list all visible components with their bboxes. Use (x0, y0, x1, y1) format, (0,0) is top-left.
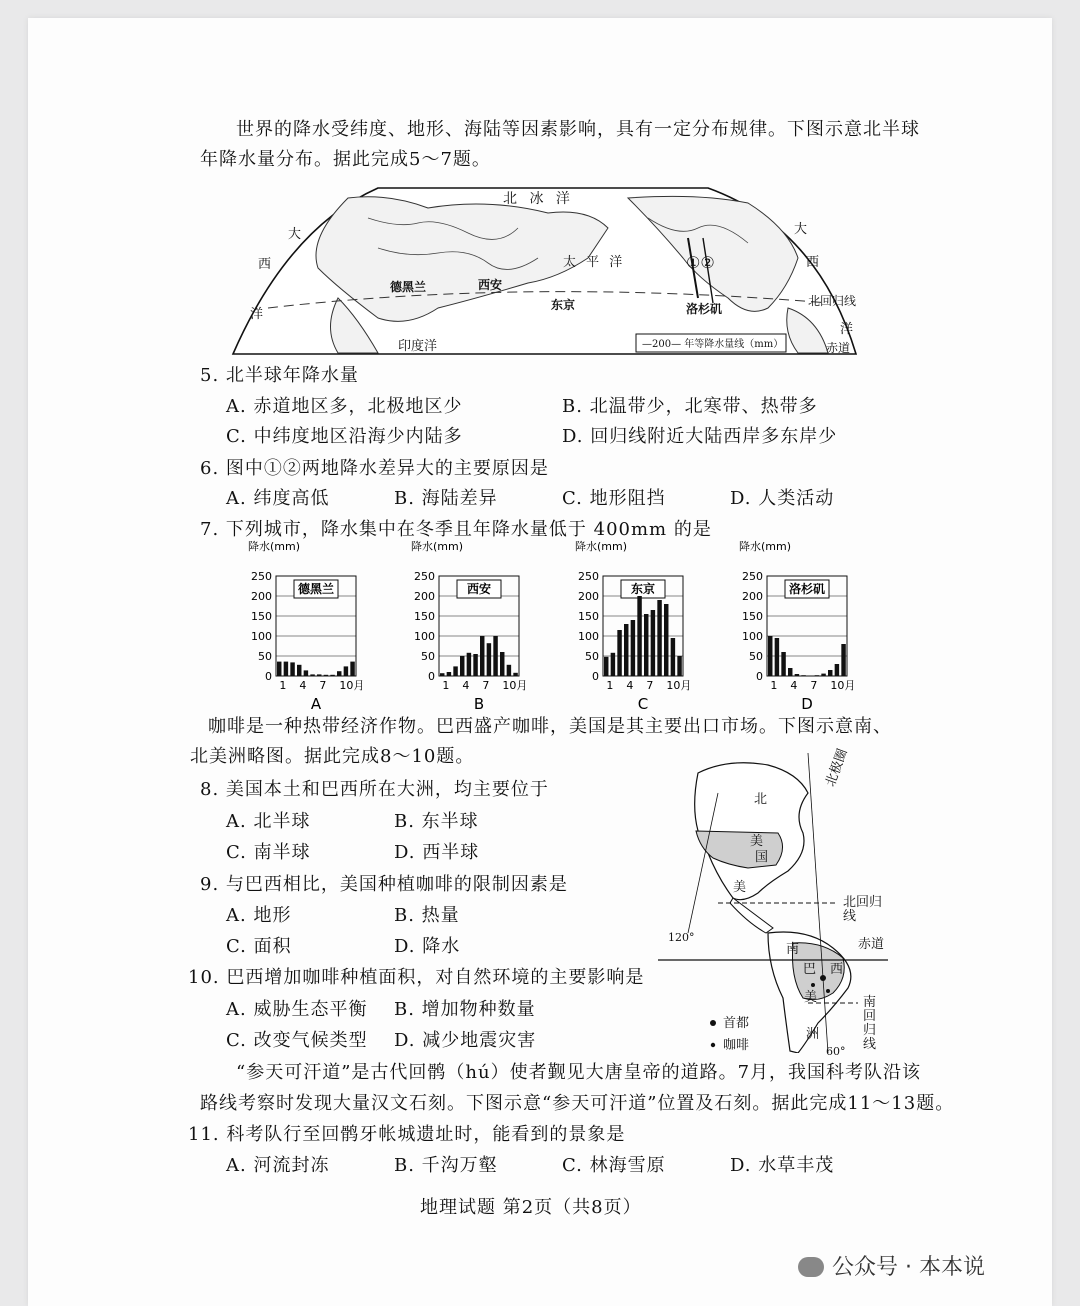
chart-0-ylabel: 降水(mm) (248, 540, 301, 553)
label-atlantic-west-2: 西 (258, 257, 272, 272)
chart-1-bar-7 (487, 643, 491, 676)
chart-3-ytick-0: 0 (756, 670, 763, 683)
chart-0-bar-8 (330, 675, 334, 676)
chart-1-bar-3 (460, 656, 464, 676)
chart-3-title: 洛杉矶 (788, 582, 826, 596)
chart-2-bar-7 (651, 610, 655, 676)
precipitation-charts-svg (238, 538, 858, 713)
chart-2-ytick-3: 150 (578, 610, 599, 623)
chart-1-ytick-1: 50 (421, 650, 435, 663)
intro-paragraph-2: 咖啡是一种热带经济作物。巴西盛产咖啡，美国是其主要出口市场。下图示意南、 (208, 716, 892, 737)
chart-1-title: 西安 (466, 582, 492, 596)
chart-2-ylabel: 降水(mm) (575, 540, 628, 553)
chart-1-bar-11 (513, 673, 517, 676)
chart-1-xtick-0: 1 (442, 679, 450, 692)
label-arctic-ocean: 北 冰 洋 (503, 191, 574, 207)
chart-0-bar-6 (317, 674, 321, 676)
chart-1-xtick-1: 4 (462, 679, 470, 692)
chart-0-bar-4 (304, 670, 308, 676)
chart-3-xtick-2: 7 (810, 679, 818, 692)
chart-3-ytick-3: 150 (742, 610, 763, 623)
chart-2-bar-4 (631, 620, 635, 676)
question-5-option-b: B. 北温带少，北寒带、热带多 (562, 396, 818, 417)
chart-3-bar-11 (841, 644, 845, 676)
question-8-option-d: D. 西半球 (394, 842, 480, 863)
chart-0-bar-7 (324, 675, 328, 676)
chart-2-xtick-2: 7 (646, 679, 654, 692)
label-pacific-ocean: 太 平 洋 (563, 255, 626, 270)
chart-0-bar-10 (344, 666, 348, 676)
question-9-option-b: B. 热量 (394, 905, 460, 926)
chart-3-ytick-5: 250 (742, 570, 763, 583)
question-9-option-d: D. 降水 (394, 936, 461, 957)
intro-paragraph-1: 世界的降水受纬度、地形、海陆等因素影响，具有一定分布规律。下图示意北半球 (236, 119, 920, 140)
label-america-south: 美 (804, 990, 818, 1005)
chart-2-bar-5 (637, 596, 641, 676)
question-10-option-b: B. 增加物种数量 (394, 999, 536, 1020)
chart-0-ytick-2: 100 (251, 630, 272, 643)
intro-paragraph-1-cont: 年降水量分布。据此完成5～7题。 (200, 149, 491, 170)
label-south: 南 (786, 942, 800, 957)
label-atlantic-east-1: 大 (794, 222, 808, 237)
label-atlantic-west-1: 大 (288, 227, 302, 242)
label-atlantic-west-3: 洋 (250, 307, 264, 322)
label-tokyo: 东京 (551, 298, 576, 312)
chart-2-bar-8 (657, 600, 661, 676)
chart-2-bar-0 (604, 657, 608, 676)
americas-map (658, 746, 888, 1058)
question-11-option-d: D. 水草丰茂 (730, 1155, 835, 1176)
chart-0-bar-3 (297, 665, 301, 676)
label-north: 北 (754, 792, 768, 807)
chart-0-xtick-3: 10月 (339, 679, 365, 692)
label-usa-2: 国 (755, 850, 769, 865)
question-6-option-c: C. 地形阻挡 (562, 488, 666, 509)
question-5-option-c: C. 中纬度地区沿海少内陆多 (226, 426, 463, 447)
label-tehran: 德黑兰 (390, 280, 427, 294)
intro-paragraph-3: “参天可汗道”是古代回鹘（hú）使者觐见大唐皇帝的道路。7月，我国科考队沿该 (236, 1062, 922, 1083)
chart-0-xtick-1: 4 (299, 679, 307, 692)
chart-2-xtick-3: 10月 (666, 679, 692, 692)
chart-2-xtick-0: 1 (606, 679, 614, 692)
chart-3-bar-1 (775, 638, 779, 676)
chart-2-bar-9 (664, 604, 668, 676)
chart-2-title: 东京 (630, 582, 656, 596)
chart-0-bar-1 (284, 662, 288, 676)
chart-3-bar-10 (835, 664, 839, 676)
chart-1-ytick-2: 100 (414, 630, 435, 643)
chart-1-xtick-3: 10月 (502, 679, 528, 692)
chart-2-ytick-5: 250 (578, 570, 599, 583)
label-tropic-of-capricorn: 南回归线 (863, 995, 877, 1052)
question-5-stem: 5. 北半球年降水量 (200, 365, 359, 386)
chart-3-xtick-1: 4 (790, 679, 798, 692)
chart-2-ytick-0: 0 (592, 670, 599, 683)
label-atlantic-east-3: 洋 (840, 322, 854, 337)
label-brazil-1: 巴 (803, 962, 817, 977)
chart-3-ytick-2: 100 (742, 630, 763, 643)
label-arctic-circle: 北极圈 (823, 746, 851, 789)
question-7-stem: 7. 下列城市，降水集中在冬季且年降水量低于 400mm 的是 (200, 519, 712, 540)
chart-2-ytick-2: 100 (578, 630, 599, 643)
chart-1-ytick-4: 200 (414, 590, 435, 603)
chart-0-bar-0 (277, 662, 281, 676)
exam-page (28, 18, 1052, 1306)
chart-0-bar-5 (310, 674, 314, 676)
question-11-option-c: C. 林海雪原 (562, 1155, 666, 1176)
question-11-option-b: B. 千沟万壑 (394, 1155, 498, 1176)
chart-1-bar-5 (473, 654, 477, 676)
chart-3-xtick-3: 10月 (830, 679, 856, 692)
chart-1-bar-6 (480, 636, 484, 676)
chart-1-bar-9 (500, 652, 504, 676)
label-longitude-120: 120° (668, 931, 695, 944)
page-footer: 地理试题 第2页（共8页） (420, 1197, 642, 1218)
chart-2-bar-6 (644, 614, 648, 676)
wechat-icon (798, 1257, 824, 1277)
question-11-option-a: A. 河流封冻 (226, 1155, 330, 1176)
legend-capital: 首都 (723, 1016, 750, 1031)
chart-0-bar-11 (350, 662, 354, 676)
label-atlantic-east-2: 西 (806, 255, 820, 270)
chart-0-ytick-4: 200 (251, 590, 272, 603)
chart-3-bar-3 (788, 668, 792, 676)
chart-2-ytick-1: 50 (585, 650, 599, 663)
chart-0-ytick-3: 150 (251, 610, 272, 623)
label-equator-2: 赤道 (858, 937, 885, 952)
chart-3-bar-2 (781, 652, 785, 676)
label-brazil-2: 西 (830, 962, 844, 977)
chart-0-ytick-0: 0 (265, 670, 272, 683)
intro-paragraph-3-cont: 路线考察时发现大量汉文石刻。下图示意“参天可汗道”位置及石刻。据此完成11～13题。 (200, 1093, 955, 1114)
chart-2-bar-1 (611, 653, 615, 676)
chart-0-xtick-2: 7 (319, 679, 327, 692)
chart-1-bar-4 (467, 653, 471, 676)
intro-paragraph-2-cont: 北美洲略图。据此完成8～10题。 (190, 746, 475, 767)
label-usa-1: 美 (750, 834, 764, 849)
chart-2-bar-11 (677, 656, 681, 676)
chart-1-ylabel: 降水(mm) (411, 540, 464, 553)
question-6-option-b: B. 海陆差异 (394, 488, 498, 509)
label-tropic-of-cancer: 北回归线 (808, 294, 857, 308)
chart-3-bar-9 (828, 670, 832, 676)
label-zhou: 洲 (806, 1027, 820, 1042)
chart-1-ytick-0: 0 (428, 670, 435, 683)
chart-3-bar-5 (801, 675, 805, 676)
chart-0-option-label: A (310, 695, 322, 713)
label-points-1-2: ①② (686, 253, 715, 272)
question-6-option-d: D. 人类活动 (730, 488, 835, 509)
chart-3-ytick-1: 50 (749, 650, 763, 663)
label-los-angeles: 洛杉矶 (686, 302, 723, 316)
question-8-stem: 8. 美国本土和巴西所在大洲，均主要位于 (200, 779, 549, 800)
question-10-option-c: C. 改变气候类型 (226, 1030, 368, 1051)
northern-hemisphere-precipitation-map (228, 168, 858, 358)
wechat-watermark (798, 1250, 985, 1281)
chart-2-xtick-1: 4 (626, 679, 634, 692)
watermark-text: 公众号 · 本本说 (832, 1255, 985, 1280)
question-8-option-c: C. 南半球 (226, 842, 311, 863)
question-9-option-a: A. 地形 (226, 905, 292, 926)
chart-1-bar-8 (493, 636, 497, 676)
label-indian-ocean: 印度洋 (398, 339, 438, 354)
chart-2-bar-10 (671, 638, 675, 676)
label-xian: 西安 (478, 278, 503, 292)
chart-3-bar-0 (768, 636, 772, 676)
chart-2-bar-2 (617, 630, 621, 676)
question-10-option-d: D. 减少地震灾害 (394, 1030, 537, 1051)
label-equator: 赤道 (826, 341, 851, 355)
chart-0-ytick-1: 50 (258, 650, 272, 663)
chart-0-bar-9 (337, 671, 341, 676)
question-10-option-a: A. 威胁生态平衡 (226, 999, 368, 1020)
question-6-stem: 6. 图中①②两地降水差异大的主要原因是 (200, 458, 549, 479)
question-9-option-c: C. 面积 (226, 936, 292, 957)
chart-0-ytick-5: 250 (251, 570, 272, 583)
chart-3-bar-4 (795, 674, 799, 676)
question-5-option-d: D. 回归线附近大陆西岸多东岸少 (562, 426, 838, 447)
label-longitude-60: 60° (826, 1045, 846, 1058)
chart-3-xtick-0: 1 (770, 679, 778, 692)
chart-1-xtick-2: 7 (482, 679, 490, 692)
chart-2-option-label: C (637, 695, 649, 713)
chart-3-bar-8 (821, 674, 825, 676)
chart-3-option-label: D (801, 695, 813, 713)
chart-3-ytick-4: 200 (742, 590, 763, 603)
chart-3-bar-7 (815, 675, 819, 676)
chart-1-bar-0 (440, 673, 444, 676)
map-legend-isohyet: —200— 年等降水量线（mm） (642, 339, 784, 350)
question-11-stem: 11. 科考队行至回鹘牙帐城遗址时，能看到的景象是 (188, 1124, 626, 1145)
question-8-option-b: B. 东半球 (394, 811, 479, 832)
precipitation-charts (238, 538, 858, 713)
chart-3-ylabel: 降水(mm) (739, 540, 792, 553)
chart-1-ytick-5: 250 (414, 570, 435, 583)
label-tropic-of-cancer-2: 北回归线 (843, 895, 883, 924)
chart-1-bar-1 (447, 672, 451, 676)
chart-1-bar-2 (453, 666, 457, 676)
chart-0-bar-2 (290, 662, 294, 676)
chart-1-bar-10 (507, 665, 511, 676)
question-8-option-a: A. 北半球 (226, 811, 311, 832)
question-9-stem: 9. 与巴西相比，美国种植咖啡的限制因素是 (200, 874, 568, 895)
chart-0-xtick-0: 1 (279, 679, 287, 692)
label-america-north: 美 (733, 880, 747, 895)
chart-0-title: 德黑兰 (297, 582, 335, 596)
chart-2-bar-3 (624, 624, 628, 676)
question-10-stem: 10. 巴西增加咖啡种植面积，对自然环境的主要影响是 (188, 967, 645, 988)
legend-coffee: 咖啡 (723, 1038, 750, 1053)
chart-2-ytick-4: 200 (578, 590, 599, 603)
chart-1-option-label: B (473, 695, 485, 713)
question-6-option-a: A. 纬度高低 (226, 488, 330, 509)
question-5-option-a: A. 赤道地区多，北极地区少 (226, 396, 463, 417)
chart-1-ytick-3: 150 (414, 610, 435, 623)
